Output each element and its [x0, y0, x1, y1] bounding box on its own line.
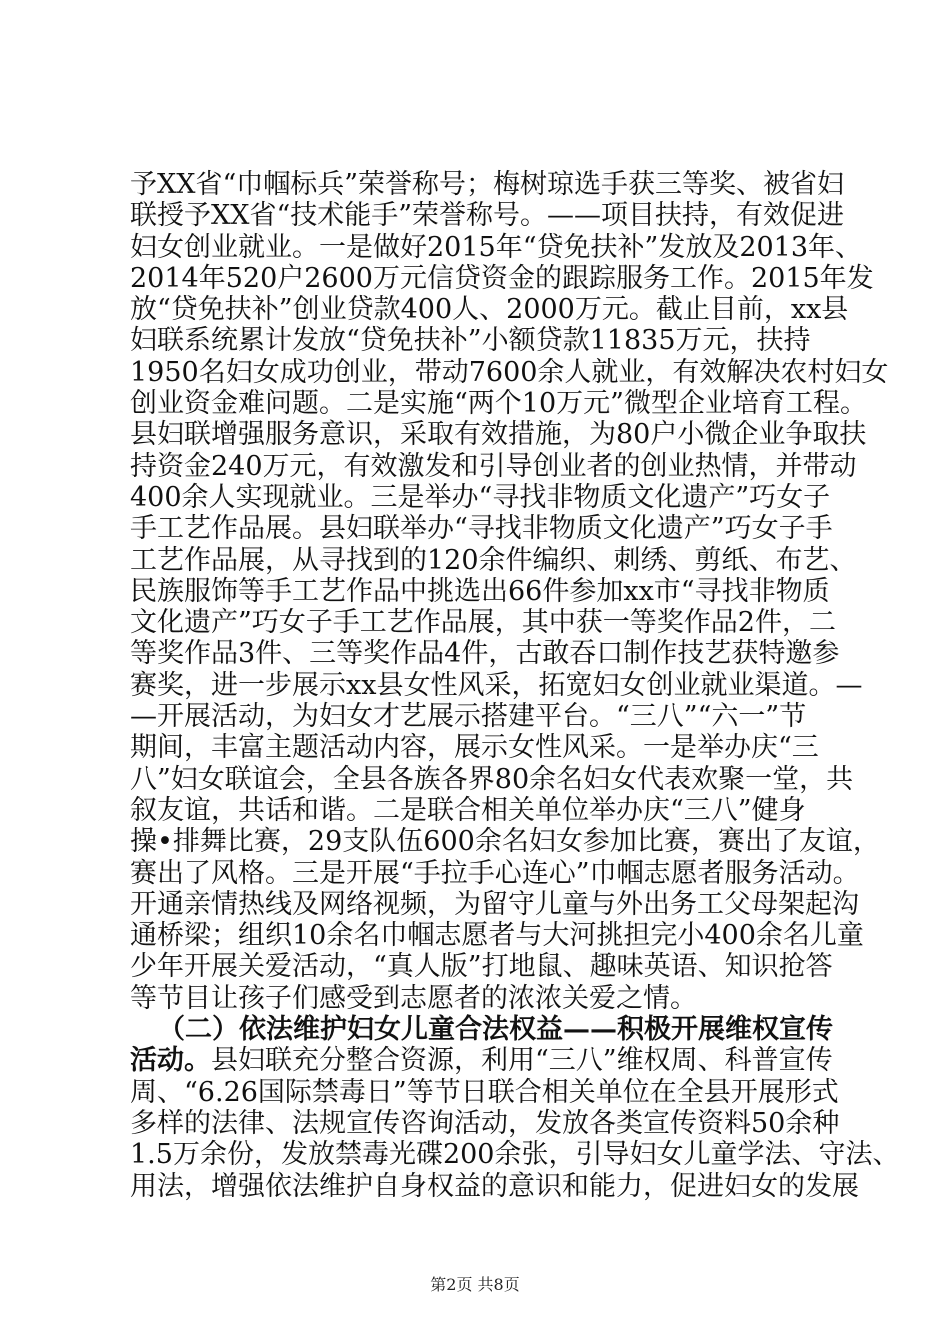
text-line: 多样的法律、法规宣传咨询活动，发放各类宣传资料50余种: [130, 1107, 840, 1139]
text-line: 持资金240万元，有效激发和引导创业者的创业热情，并带动: [130, 450, 857, 482]
text-line: 妇联系统累计发放“贷免扶补”小额贷款11835万元，扶持: [130, 325, 811, 357]
heading-continuation-line: [130, 1045, 836, 1076]
text-line: 操•排舞比赛，29支队伍600余名妇女参加比赛，赛出了友谊，: [130, 826, 880, 858]
text-line: 少年开展关爱活动，“真人版”打地鼠、趣味英语、知识抢答: [130, 951, 833, 983]
text-line: 开通亲情热线及网络视频，为留守儿童与外出务工父母架起沟: [130, 888, 859, 920]
text-line: 八”妇女联谊会，全县各族各界80余名妇女代表欢聚一堂，共: [130, 763, 854, 795]
text-line: 用法，增强依法维护自身权益的意识和能力，促进妇女的发展: [130, 1170, 859, 1202]
text-line: 等节目让孩子们感受到志愿者的浓浓关爱之情。: [130, 982, 697, 1014]
text-line: 400余人实现就业。三是举办“寻找非物质文化遗产”巧女子: [130, 481, 831, 513]
section-heading: （二）依法维护妇女儿童合法权益——积极开展维权宣传: [158, 1014, 833, 1046]
text-line: 联授予XX省“技术能手”荣誉称号。——项目扶持，有效促进: [130, 200, 845, 232]
text-line: —开展活动，为妇女才艺展示搭建平台。“三八”“六一”节: [130, 701, 807, 733]
text-line: 赛出了风格。三是开展“手拉手心连心”巾帼志愿者服务活动。: [130, 857, 860, 889]
text-line: 民族服饰等手工艺作品中挑选出66件参加xx市“寻找非物质: [130, 575, 830, 607]
text-line: 手工艺作品展。县妇联举办“寻找非物质文化遗产”巧女子手: [130, 513, 833, 545]
text-line: 等奖作品3件、三等奖作品4件，古敢吞口制作技艺获特邀参: [130, 638, 840, 670]
text-line: 2014年520户2600万元信贷资金的跟踪服务工作。2015年发: [130, 262, 874, 294]
text-line: 1.5万余份，发放禁毒光碟200余张，引导妇女儿童学法、守法、: [130, 1139, 900, 1171]
text-line: 叙友谊，共话和谐。二是联合相关单位举办庆“三八”健身: [130, 794, 806, 826]
text-line: 予XX省“巾帼标兵”荣誉称号；梅树琼选手获三等奖、被省妇: [130, 169, 845, 200]
page-footer: 第2页 共8页: [430, 1275, 520, 1294]
body-text: [130, 169, 900, 1202]
text-line: 通桥梁；组织10余名巾帼志愿者与大河挑担完小400余名儿童: [130, 920, 864, 952]
text-line: 创业资金难问题。二是实施“两个10万元”微型企业培育工程。: [130, 388, 867, 420]
text-line: 1950名妇女成功创业，带动7600余人就业，有效解决农村妇女: [130, 356, 889, 388]
text-line: 赛奖，进一步展示xx县女性风采，拓宽妇女创业就业渠道。—: [130, 669, 863, 701]
text-line: 妇女创业就业。一是做好2015年“贷免扶补”发放及2013年、: [130, 231, 863, 263]
heading-tail: 活动。: [130, 1045, 211, 1077]
text-line: 文化遗产”巧女子手工艺作品展，其中获一等奖作品2件，二: [130, 607, 836, 639]
text-line: 周、“6.26国际禁毒日”等节日联合相关单位在全县开展形式: [130, 1076, 839, 1108]
text-line: 放“贷免扶补”创业贷款400人、2000万元。截止目前，xx县: [130, 294, 849, 326]
heading-tail-body: 县妇联充分整合资源，利用“三八”维权周、科普宣传: [211, 1045, 833, 1077]
text-line: 期间，丰富主题活动内容，展示女性风采。一是举办庆“三: [130, 732, 819, 764]
text-line: 县妇联增强服务意识，采取有效措施，为80户小微企业争取扶: [130, 419, 867, 451]
text-line: 工艺作品展，从寻找到的120余件编织、刺绣、剪纸、布艺、: [130, 544, 857, 576]
